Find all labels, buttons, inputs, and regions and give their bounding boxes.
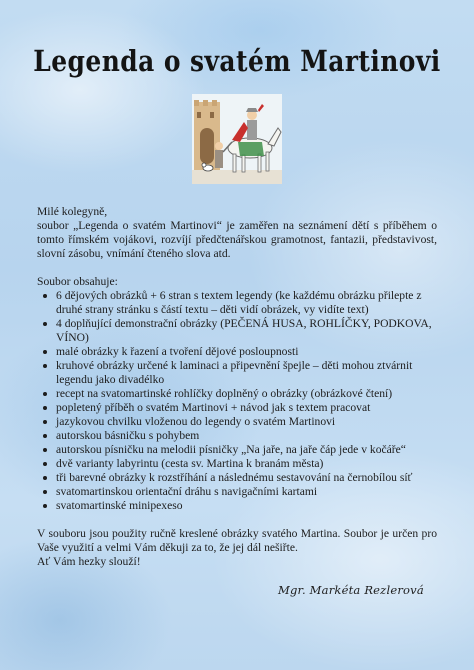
- list-item: malé obrázky k řazení a tvoření dějové posloupnosti: [37, 345, 437, 359]
- greeting: Milé kolegyně,: [37, 205, 108, 218]
- bullet-icon: [43, 364, 47, 368]
- bullet-icon: [43, 322, 47, 326]
- author-signature: Mgr. Markéta Rezlerová: [278, 583, 424, 597]
- bullet-icon: [43, 406, 47, 410]
- list-item: 4 doplňující demonstrační obrázky (PEČENÁ HUSA, ROHLÍČKY, PODKOVA, VÍNO): [37, 317, 437, 345]
- saint-martin-illustration: [192, 94, 282, 184]
- contents-list: [37, 289, 437, 513]
- list-item: 6 dějových obrázků + 6 stran s textem legendy (ke každému obrázku přilepte z druhé strany stránku s částí textu – děti vidí obrázek, vy vidíte text): [37, 289, 437, 317]
- list-item: popletený příběh o svatém Martinovi + návod jak s textem pracovat: [37, 401, 437, 415]
- list-item: autorskou básničku s pohybem: [37, 429, 437, 443]
- list-item: tři barevné obrázky k rozstříhání a následnému sestavování na černobílou síť: [37, 471, 437, 485]
- list-item: svatomartinské minipexeso: [37, 499, 437, 513]
- bullet-icon: [43, 420, 47, 424]
- bullet-icon: [43, 462, 47, 466]
- bullet-icon: [43, 504, 47, 508]
- bullet-icon: [43, 434, 47, 438]
- bullet-icon: [43, 294, 47, 298]
- bullet-icon: [43, 476, 47, 480]
- bullet-icon: [43, 350, 47, 354]
- bullet-icon: [43, 490, 47, 494]
- page-title: Legenda o svatém Martinovi: [33, 44, 441, 78]
- bullet-icon: [43, 392, 47, 396]
- list-item: recept na svatomartinské rohlíčky doplněný o obrázky (obrázkové čtení): [37, 387, 437, 401]
- list-item: kruhové obrázky určené k laminaci a připevnění špejle – děti mohou ztvárnit legendu jako divadélko: [37, 359, 437, 387]
- list-item: autorskou písničku na melodii písničky „Na jaře, na jaře čáp jede v kočáře“: [37, 443, 437, 457]
- closing-paragraph: V souboru jsou použity ručně kreslené obrázky svatého Martina. Soubor je určen pro Vaše využití a velmi Vám děkuji za to, že jej dál nešiřte.: [37, 527, 437, 554]
- list-item: svatomartinskou orientační dráhu s navigačními kartami: [37, 485, 437, 499]
- letter-body: [37, 205, 437, 569]
- list-item: jazykovou chvilku vloženou do legendy o svatém Martinovi: [37, 415, 437, 429]
- contents-heading: Soubor obsahuje:: [37, 275, 118, 288]
- bullet-icon: [43, 448, 47, 452]
- list-item: dvě varianty labyrintu (cesta sv. Martina k branám města): [37, 457, 437, 471]
- closing-wish: Ať Vám hezky slouží!: [37, 555, 141, 568]
- intro-paragraph: soubor „Legenda o svatém Martinovi“ je zaměřen na seznámení dětí s příběhem o tomto římském vojákovi, rozvíjí předčtenářskou gramotnost, fantazii, představivost, slovní zásobu, vnímání čteného slova atd.: [37, 219, 437, 260]
